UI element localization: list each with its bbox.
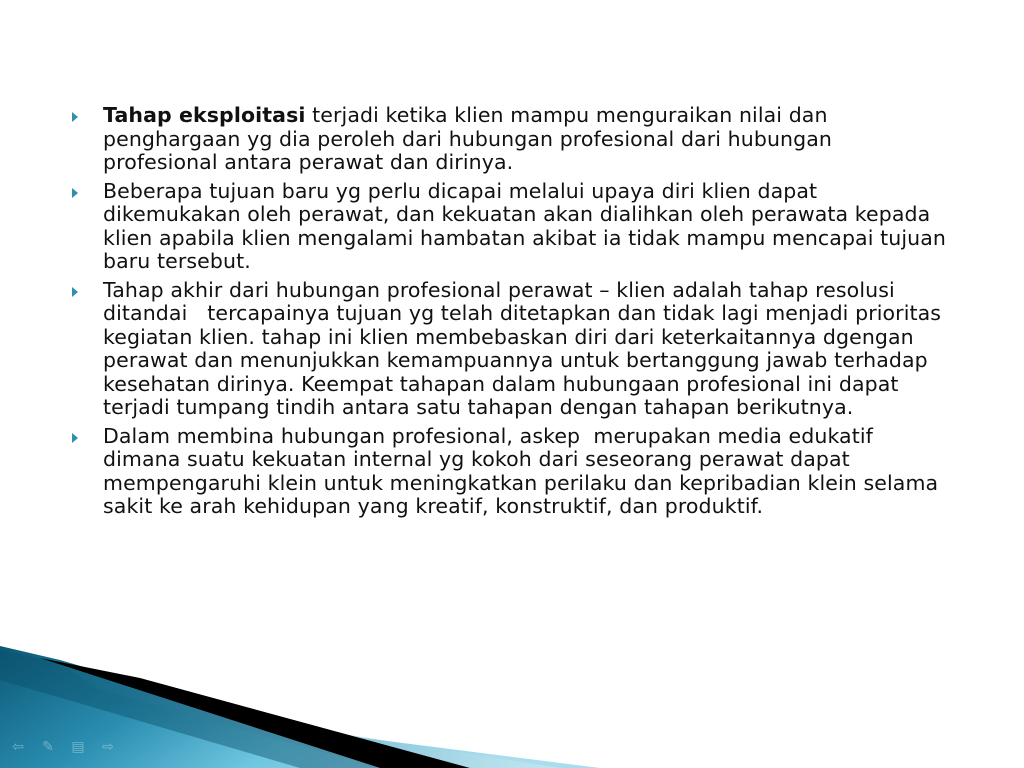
bullet-arrow-icon bbox=[72, 188, 78, 198]
pen-icon[interactable]: ✎ bbox=[42, 739, 54, 755]
bullet-item-1 bbox=[72, 104, 952, 175]
bullet-lead: Tahap eksploitasi bbox=[103, 103, 306, 127]
bullet-arrow-icon bbox=[72, 287, 78, 297]
bullet-body: Dalam membina hubungan profesional, askep merupakan media edukatif dimana suatu kekuatan internal yg kokoh dari seseorang perawat dapat mempengaruhi klein untuk meningkatkan perilaku dan kepribadian klein selama sakit ke arah kehidupan yang kreatif, konstruktif, dan produktif. bbox=[103, 423, 945, 518]
menu-icon[interactable]: ▤ bbox=[71, 739, 85, 755]
arrow-left-icon[interactable]: ⇦ bbox=[12, 739, 24, 755]
footer-decoration bbox=[0, 620, 1024, 768]
bullet-text bbox=[103, 103, 839, 174]
bullet-arrow-icon bbox=[72, 433, 78, 443]
bullet-body: terjadi ketika klien mampu menguraikan nilai dan penghargaan yg dia peroleh dari hubungan profesional dari hubungan profesional antara perawat dan dirinya. bbox=[103, 103, 839, 174]
slide-content bbox=[72, 104, 952, 524]
bullet-body: Beberapa tujuan baru yg perlu dicapai melalui upaya diri klien dapat dikemukakan oleh perawat, dan kekuatan akan dialihkan oleh perawata kepada klien apabila klien mengalami hambatan akibat ia tidak mampu mencapai tujuan baru tersebut. bbox=[103, 178, 953, 273]
bullet-body: Tahap akhir dari hubungan profesional perawat – klien adalah tahap resolusi ditandai tercapainya tujuan yg telah ditetapkan dan tidak lagi menjadi prioritas kegiatan klien. tahap ini klien membebaskan diri dari keterkaitannya dgengan perawat dan menunjukkan kemampuannya untuk bertanggung jawab terhadap kesehatan dirinya. Keempat tahapan dalam hubungaan profesional ini dapat terjadi tumpang tindih antara satu tahapan dengan tahapan berikutnya. bbox=[103, 277, 948, 419]
bullet-item-3 bbox=[72, 279, 952, 420]
bullet-list bbox=[72, 104, 952, 519]
bullet-item-4 bbox=[72, 425, 952, 519]
bullet-arrow-icon bbox=[72, 112, 78, 122]
arrow-right-icon[interactable]: ⇨ bbox=[102, 739, 114, 755]
slide-nav-controls bbox=[8, 738, 118, 756]
bullet-item-2 bbox=[72, 180, 952, 274]
